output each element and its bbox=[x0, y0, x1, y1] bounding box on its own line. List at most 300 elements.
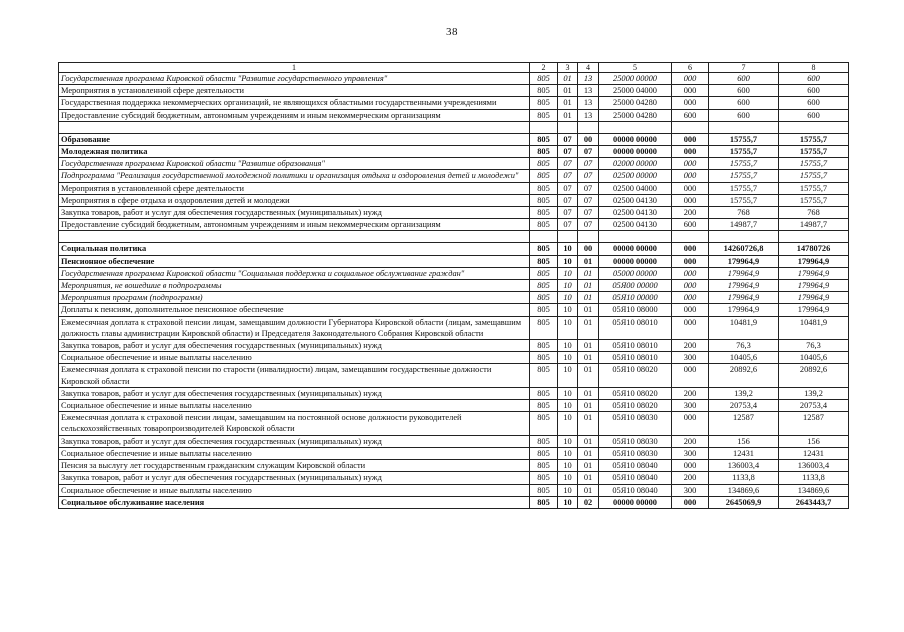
subsection-cell: 07 bbox=[578, 170, 599, 182]
header-cell: 2 bbox=[530, 63, 558, 73]
expense-type-cell: 000 bbox=[672, 267, 709, 279]
table-row bbox=[59, 243, 849, 255]
amount-cell: 15755,7 bbox=[709, 194, 779, 206]
subsection-cell: 01 bbox=[578, 484, 599, 496]
table-row bbox=[59, 255, 849, 267]
spacer-cell bbox=[672, 121, 709, 133]
expense-type-cell: 300 bbox=[672, 447, 709, 459]
table-row bbox=[59, 207, 849, 219]
amount-cell: 20892,6 bbox=[709, 364, 779, 387]
amount-cell: 156 bbox=[709, 435, 779, 447]
ministry-code-cell: 805 bbox=[530, 484, 558, 496]
section-cell: 07 bbox=[558, 182, 578, 194]
section-cell: 10 bbox=[558, 364, 578, 387]
row-name-cell: Ежемесячная доплата к страховой пенсии по старости (инвалидности) лицам, замещавшим государственные должности Кировской области bbox=[59, 364, 530, 387]
target-article-cell: 02500 04130 bbox=[599, 219, 672, 231]
section-cell: 10 bbox=[558, 496, 578, 508]
amount-cell: 179964,9 bbox=[709, 280, 779, 292]
spacer-cell bbox=[779, 121, 849, 133]
target-article-cell: 02500 04130 bbox=[599, 207, 672, 219]
row-name-cell: Государственная программа Кировской области "Развитие образования" bbox=[59, 158, 530, 170]
expense-type-cell: 200 bbox=[672, 207, 709, 219]
amount-cell: 15755,7 bbox=[779, 194, 849, 206]
ministry-code-cell: 805 bbox=[530, 340, 558, 352]
expense-type-cell: 000 bbox=[672, 364, 709, 387]
section-cell: 10 bbox=[558, 447, 578, 459]
ministry-code-cell: 805 bbox=[530, 304, 558, 316]
expense-type-cell: 000 bbox=[672, 460, 709, 472]
amount-cell: 76,3 bbox=[779, 340, 849, 352]
ministry-code-cell: 805 bbox=[530, 207, 558, 219]
expense-type-cell: 000 bbox=[672, 97, 709, 109]
subsection-cell: 01 bbox=[578, 316, 599, 339]
target-article-cell: 05Я10 08010 bbox=[599, 352, 672, 364]
section-cell: 10 bbox=[558, 255, 578, 267]
ministry-code-cell: 805 bbox=[530, 73, 558, 85]
amount-cell: 179964,9 bbox=[779, 304, 849, 316]
amount-cell: 14260726,8 bbox=[709, 243, 779, 255]
target-article-cell: 00000 00000 bbox=[599, 146, 672, 158]
amount-cell: 20753,4 bbox=[779, 400, 849, 412]
amount-cell: 76,3 bbox=[709, 340, 779, 352]
amount-cell: 12431 bbox=[709, 447, 779, 459]
section-cell: 07 bbox=[558, 219, 578, 231]
amount-cell: 600 bbox=[779, 97, 849, 109]
section-cell: 07 bbox=[558, 170, 578, 182]
amount-cell: 156 bbox=[779, 435, 849, 447]
section-cell: 10 bbox=[558, 280, 578, 292]
row-name-cell: Социальное обеспечение и иные выплаты населению bbox=[59, 400, 530, 412]
row-name-cell: Социальное обеспечение и иные выплаты населению bbox=[59, 447, 530, 459]
amount-cell: 10405,6 bbox=[779, 352, 849, 364]
table-row bbox=[59, 146, 849, 158]
row-name-cell: Закупка товаров, работ и услуг для обеспечения государственных (муниципальных) нужд bbox=[59, 472, 530, 484]
target-article-cell: 25000 00000 bbox=[599, 73, 672, 85]
amount-cell: 134869,6 bbox=[779, 484, 849, 496]
amount-cell: 12587 bbox=[779, 412, 849, 435]
ministry-code-cell: 805 bbox=[530, 496, 558, 508]
expense-type-cell: 300 bbox=[672, 400, 709, 412]
ministry-code-cell: 805 bbox=[530, 400, 558, 412]
expense-type-cell: 200 bbox=[672, 472, 709, 484]
row-name-cell: Молодежная политика bbox=[59, 146, 530, 158]
section-cell: 10 bbox=[558, 412, 578, 435]
row-name-cell: Образование bbox=[59, 133, 530, 145]
target-article-cell: 05Я10 08040 bbox=[599, 484, 672, 496]
amount-cell: 20753,4 bbox=[709, 400, 779, 412]
table-row bbox=[59, 387, 849, 399]
amount-cell: 600 bbox=[779, 109, 849, 121]
row-name-cell: Мероприятия, не вошедшие в подпрограммы bbox=[59, 280, 530, 292]
row-name-cell: Социальная политика bbox=[59, 243, 530, 255]
section-cell: 10 bbox=[558, 460, 578, 472]
expense-type-cell: 200 bbox=[672, 435, 709, 447]
expense-type-cell: 000 bbox=[672, 85, 709, 97]
page-number: 38 bbox=[446, 26, 458, 38]
amount-cell: 134869,6 bbox=[709, 484, 779, 496]
expense-type-cell: 000 bbox=[672, 292, 709, 304]
subsection-cell: 01 bbox=[578, 280, 599, 292]
amount-cell: 139,2 bbox=[779, 387, 849, 399]
table-row bbox=[59, 316, 849, 339]
expense-type-cell: 300 bbox=[672, 484, 709, 496]
row-name-cell: Социальное обслуживание населения bbox=[59, 496, 530, 508]
subsection-cell: 01 bbox=[578, 364, 599, 387]
target-article-cell: 00000 00000 bbox=[599, 243, 672, 255]
ministry-code-cell: 805 bbox=[530, 412, 558, 435]
amount-cell: 179964,9 bbox=[779, 280, 849, 292]
table-row bbox=[59, 292, 849, 304]
spacer-cell bbox=[558, 121, 578, 133]
section-cell: 10 bbox=[558, 435, 578, 447]
target-article-cell: 02000 00000 bbox=[599, 158, 672, 170]
target-article-cell: 05Я10 00000 bbox=[599, 292, 672, 304]
row-name-cell: Мероприятия в установленной сфере деятельности bbox=[59, 182, 530, 194]
target-article-cell: 02500 04130 bbox=[599, 194, 672, 206]
row-name-cell: Закупка товаров, работ и услуг для обеспечения государственных (муниципальных) нужд bbox=[59, 387, 530, 399]
row-name-cell: Социальное обеспечение и иные выплаты населению bbox=[59, 484, 530, 496]
amount-cell: 600 bbox=[709, 109, 779, 121]
spacer-cell bbox=[59, 231, 530, 243]
ministry-code-cell: 805 bbox=[530, 387, 558, 399]
row-name-cell: Мероприятия в установленной сфере деятельности bbox=[59, 85, 530, 97]
target-article-cell: 05Я10 08040 bbox=[599, 460, 672, 472]
row-name-cell: Пенсия за выслугу лет государственным гражданским служащим Кировской области bbox=[59, 460, 530, 472]
ministry-code-cell: 805 bbox=[530, 280, 558, 292]
expense-type-cell: 200 bbox=[672, 387, 709, 399]
amount-cell: 15755,7 bbox=[709, 182, 779, 194]
section-cell: 10 bbox=[558, 267, 578, 279]
ministry-code-cell: 805 bbox=[530, 182, 558, 194]
target-article-cell: 02500 00000 bbox=[599, 170, 672, 182]
expense-type-cell: 000 bbox=[672, 158, 709, 170]
row-name-cell: Пенсионное обеспечение bbox=[59, 255, 530, 267]
expense-type-cell: 600 bbox=[672, 219, 709, 231]
table-row bbox=[59, 109, 849, 121]
section-cell: 10 bbox=[558, 243, 578, 255]
ministry-code-cell: 805 bbox=[530, 364, 558, 387]
subsection-cell: 01 bbox=[578, 472, 599, 484]
subsection-cell: 13 bbox=[578, 109, 599, 121]
subsection-cell: 07 bbox=[578, 146, 599, 158]
subsection-cell: 01 bbox=[578, 435, 599, 447]
spacer-cell bbox=[709, 121, 779, 133]
spacer-cell bbox=[530, 231, 558, 243]
table-row bbox=[59, 170, 849, 182]
expense-type-cell: 000 bbox=[672, 182, 709, 194]
ministry-code-cell: 805 bbox=[530, 109, 558, 121]
amount-cell: 179964,9 bbox=[709, 255, 779, 267]
subsection-cell: 01 bbox=[578, 255, 599, 267]
table-spacer-row bbox=[59, 121, 849, 133]
table-row bbox=[59, 267, 849, 279]
section-cell: 10 bbox=[558, 472, 578, 484]
budget-table-body bbox=[59, 63, 849, 509]
row-name-cell: Подпрограмма "Реализация государственной молодежной политики и организация отдыха и оздоровления детей и молодежи" bbox=[59, 170, 530, 182]
row-name-cell: Закупка товаров, работ и услуг для обеспечения государственных (муниципальных) нужд bbox=[59, 207, 530, 219]
target-article-cell: 25000 04280 bbox=[599, 97, 672, 109]
expense-type-cell: 300 bbox=[672, 352, 709, 364]
section-cell: 07 bbox=[558, 207, 578, 219]
amount-cell: 15755,7 bbox=[709, 146, 779, 158]
amount-cell: 179964,9 bbox=[779, 255, 849, 267]
amount-cell: 12431 bbox=[779, 447, 849, 459]
ministry-code-cell: 805 bbox=[530, 158, 558, 170]
row-name-cell: Социальное обеспечение и иные выплаты населению bbox=[59, 352, 530, 364]
amount-cell: 179964,9 bbox=[779, 267, 849, 279]
amount-cell: 600 bbox=[709, 85, 779, 97]
header-cell: 6 bbox=[672, 63, 709, 73]
table-row bbox=[59, 133, 849, 145]
ministry-code-cell: 805 bbox=[530, 133, 558, 145]
spacer-cell bbox=[599, 231, 672, 243]
amount-cell: 136003,4 bbox=[779, 460, 849, 472]
amount-cell: 179964,9 bbox=[709, 292, 779, 304]
section-cell: 01 bbox=[558, 85, 578, 97]
amount-cell: 10481,9 bbox=[779, 316, 849, 339]
amount-cell: 600 bbox=[779, 85, 849, 97]
table-row bbox=[59, 158, 849, 170]
target-article-cell: 05Я00 00000 bbox=[599, 280, 672, 292]
amount-cell: 15755,7 bbox=[779, 146, 849, 158]
amount-cell: 10405,6 bbox=[709, 352, 779, 364]
subsection-cell: 00 bbox=[578, 133, 599, 145]
ministry-code-cell: 805 bbox=[530, 292, 558, 304]
subsection-cell: 01 bbox=[578, 352, 599, 364]
target-article-cell: 05Я10 08030 bbox=[599, 435, 672, 447]
target-article-cell: 00000 00000 bbox=[599, 255, 672, 267]
expense-type-cell: 000 bbox=[672, 304, 709, 316]
row-name-cell: Ежемесячная доплата к страховой пенсии лицам, замещавшим на постоянной основе должности руководителей сельскохозяйственных товаропроизводителей Кировской области bbox=[59, 412, 530, 435]
amount-cell: 768 bbox=[779, 207, 849, 219]
spacer-cell bbox=[672, 231, 709, 243]
amount-cell: 139,2 bbox=[709, 387, 779, 399]
header-cell: 4 bbox=[578, 63, 599, 73]
table-row bbox=[59, 340, 849, 352]
section-cell: 10 bbox=[558, 484, 578, 496]
expense-type-cell: 000 bbox=[672, 496, 709, 508]
amount-cell: 136003,4 bbox=[709, 460, 779, 472]
subsection-cell: 07 bbox=[578, 194, 599, 206]
table-header-row bbox=[59, 63, 849, 73]
section-cell: 01 bbox=[558, 109, 578, 121]
subsection-cell: 01 bbox=[578, 400, 599, 412]
target-article-cell: 05Я10 08030 bbox=[599, 447, 672, 459]
row-name-cell: Мероприятия программ (подпрограмм) bbox=[59, 292, 530, 304]
target-article-cell: 05Я10 08000 bbox=[599, 304, 672, 316]
subsection-cell: 01 bbox=[578, 304, 599, 316]
amount-cell: 2645069,9 bbox=[709, 496, 779, 508]
table-row bbox=[59, 352, 849, 364]
target-article-cell: 05Я10 08010 bbox=[599, 316, 672, 339]
spacer-cell bbox=[578, 121, 599, 133]
expense-type-cell: 000 bbox=[672, 412, 709, 435]
table-spacer-row bbox=[59, 231, 849, 243]
spacer-cell bbox=[59, 121, 530, 133]
amount-cell: 15755,7 bbox=[779, 158, 849, 170]
section-cell: 10 bbox=[558, 340, 578, 352]
target-article-cell: 05Я10 08020 bbox=[599, 400, 672, 412]
amount-cell: 179964,9 bbox=[779, 292, 849, 304]
target-article-cell: 05Я10 08030 bbox=[599, 412, 672, 435]
subsection-cell: 02 bbox=[578, 496, 599, 508]
expense-type-cell: 000 bbox=[672, 243, 709, 255]
target-article-cell: 05000 00000 bbox=[599, 267, 672, 279]
amount-cell: 15755,7 bbox=[709, 133, 779, 145]
section-cell: 10 bbox=[558, 304, 578, 316]
amount-cell: 15755,7 bbox=[709, 170, 779, 182]
target-article-cell: 05Я10 08020 bbox=[599, 387, 672, 399]
row-name-cell: Доплаты к пенсиям, дополнительное пенсионное обеспечение bbox=[59, 304, 530, 316]
table-row bbox=[59, 73, 849, 85]
amount-cell: 1133,8 bbox=[779, 472, 849, 484]
spacer-cell bbox=[709, 231, 779, 243]
amount-cell: 2643443,7 bbox=[779, 496, 849, 508]
amount-cell: 15755,7 bbox=[779, 170, 849, 182]
amount-cell: 10481,9 bbox=[709, 316, 779, 339]
row-name-cell: Предоставление субсидий бюджетным, автономным учреждениям и иным некоммерческим организациям bbox=[59, 109, 530, 121]
ministry-code-cell: 805 bbox=[530, 435, 558, 447]
table-row bbox=[59, 219, 849, 231]
header-cell: 3 bbox=[558, 63, 578, 73]
target-article-cell: 05Я10 08020 bbox=[599, 364, 672, 387]
subsection-cell: 01 bbox=[578, 460, 599, 472]
expense-type-cell: 000 bbox=[672, 316, 709, 339]
expense-type-cell: 000 bbox=[672, 280, 709, 292]
section-cell: 10 bbox=[558, 387, 578, 399]
table-row bbox=[59, 496, 849, 508]
table-row bbox=[59, 400, 849, 412]
budget-table bbox=[58, 62, 849, 509]
table-row bbox=[59, 97, 849, 109]
table-row bbox=[59, 280, 849, 292]
spacer-cell bbox=[779, 231, 849, 243]
subsection-cell: 07 bbox=[578, 182, 599, 194]
ministry-code-cell: 805 bbox=[530, 460, 558, 472]
expense-type-cell: 200 bbox=[672, 340, 709, 352]
amount-cell: 20892,6 bbox=[779, 364, 849, 387]
amount-cell: 15755,7 bbox=[709, 158, 779, 170]
amount-cell: 14987,7 bbox=[779, 219, 849, 231]
amount-cell: 12587 bbox=[709, 412, 779, 435]
table-row bbox=[59, 182, 849, 194]
spacer-cell bbox=[530, 121, 558, 133]
target-article-cell: 05Я10 08010 bbox=[599, 340, 672, 352]
amount-cell: 600 bbox=[709, 73, 779, 85]
expense-type-cell: 000 bbox=[672, 255, 709, 267]
amount-cell: 14780726 bbox=[779, 243, 849, 255]
section-cell: 01 bbox=[558, 73, 578, 85]
table-row bbox=[59, 194, 849, 206]
section-cell: 07 bbox=[558, 194, 578, 206]
amount-cell: 179964,9 bbox=[709, 267, 779, 279]
subsection-cell: 13 bbox=[578, 73, 599, 85]
expense-type-cell: 000 bbox=[672, 194, 709, 206]
section-cell: 10 bbox=[558, 292, 578, 304]
table-row bbox=[59, 364, 849, 387]
section-cell: 07 bbox=[558, 146, 578, 158]
header-cell: 1 bbox=[59, 63, 530, 73]
table-row bbox=[59, 304, 849, 316]
expense-type-cell: 000 bbox=[672, 146, 709, 158]
row-name-cell: Государственная программа Кировской области "Социальная поддержка и социальное обслуживание граждан" bbox=[59, 267, 530, 279]
ministry-code-cell: 805 bbox=[530, 267, 558, 279]
subsection-cell: 01 bbox=[578, 340, 599, 352]
target-article-cell: 25000 04000 bbox=[599, 85, 672, 97]
row-name-cell: Ежемесячная доплата к страховой пенсии лицам, замещавшим должности Губернатора Кировской области (лицам, замещавшим должность главы администрации Кировской области) и Председателя Законодательного Собрания Кировской области bbox=[59, 316, 530, 339]
ministry-code-cell: 805 bbox=[530, 194, 558, 206]
header-cell: 5 bbox=[599, 63, 672, 73]
subsection-cell: 01 bbox=[578, 267, 599, 279]
ministry-code-cell: 805 bbox=[530, 85, 558, 97]
expense-type-cell: 600 bbox=[672, 109, 709, 121]
ministry-code-cell: 805 bbox=[530, 243, 558, 255]
target-article-cell: 00000 00000 bbox=[599, 133, 672, 145]
subsection-cell: 01 bbox=[578, 292, 599, 304]
ministry-code-cell: 805 bbox=[530, 170, 558, 182]
ministry-code-cell: 805 bbox=[530, 316, 558, 339]
table-row bbox=[59, 460, 849, 472]
table-row bbox=[59, 435, 849, 447]
subsection-cell: 01 bbox=[578, 387, 599, 399]
amount-cell: 15755,7 bbox=[779, 182, 849, 194]
subsection-cell: 01 bbox=[578, 412, 599, 435]
table-row bbox=[59, 412, 849, 435]
amount-cell: 600 bbox=[779, 73, 849, 85]
amount-cell: 14987,7 bbox=[709, 219, 779, 231]
expense-type-cell: 000 bbox=[672, 73, 709, 85]
subsection-cell: 01 bbox=[578, 447, 599, 459]
subsection-cell: 00 bbox=[578, 243, 599, 255]
row-name-cell: Государственная поддержка некоммерческих организаций, не являющихся областными государственными учреждениями bbox=[59, 97, 530, 109]
ministry-code-cell: 805 bbox=[530, 146, 558, 158]
section-cell: 10 bbox=[558, 316, 578, 339]
spacer-cell bbox=[599, 121, 672, 133]
subsection-cell: 07 bbox=[578, 219, 599, 231]
ministry-code-cell: 805 bbox=[530, 255, 558, 267]
amount-cell: 600 bbox=[709, 97, 779, 109]
header-cell: 7 bbox=[709, 63, 779, 73]
ministry-code-cell: 805 bbox=[530, 472, 558, 484]
spacer-cell bbox=[558, 231, 578, 243]
target-article-cell: 05Я10 08040 bbox=[599, 472, 672, 484]
target-article-cell: 00000 00000 bbox=[599, 496, 672, 508]
expense-type-cell: 000 bbox=[672, 170, 709, 182]
section-cell: 01 bbox=[558, 97, 578, 109]
amount-cell: 15755,7 bbox=[779, 133, 849, 145]
row-name-cell: Предоставление субсидий бюджетным, автономным учреждениям и иным некоммерческим организациям bbox=[59, 219, 530, 231]
table-row bbox=[59, 85, 849, 97]
section-cell: 10 bbox=[558, 352, 578, 364]
row-name-cell: Закупка товаров, работ и услуг для обеспечения государственных (муниципальных) нужд bbox=[59, 340, 530, 352]
spacer-cell bbox=[578, 231, 599, 243]
amount-cell: 1133,8 bbox=[709, 472, 779, 484]
target-article-cell: 25000 04280 bbox=[599, 109, 672, 121]
section-cell: 10 bbox=[558, 400, 578, 412]
row-name-cell: Государственная программа Кировской области "Развитие государственного управления" bbox=[59, 73, 530, 85]
subsection-cell: 07 bbox=[578, 207, 599, 219]
row-name-cell: Мероприятия в сфере отдыха и оздоровления детей и молодежи bbox=[59, 194, 530, 206]
expense-type-cell: 000 bbox=[672, 133, 709, 145]
ministry-code-cell: 805 bbox=[530, 97, 558, 109]
row-name-cell: Закупка товаров, работ и услуг для обеспечения государственных (муниципальных) нужд bbox=[59, 435, 530, 447]
target-article-cell: 02500 04000 bbox=[599, 182, 672, 194]
ministry-code-cell: 805 bbox=[530, 352, 558, 364]
ministry-code-cell: 805 bbox=[530, 447, 558, 459]
table-row bbox=[59, 447, 849, 459]
table-row bbox=[59, 472, 849, 484]
subsection-cell: 13 bbox=[578, 85, 599, 97]
